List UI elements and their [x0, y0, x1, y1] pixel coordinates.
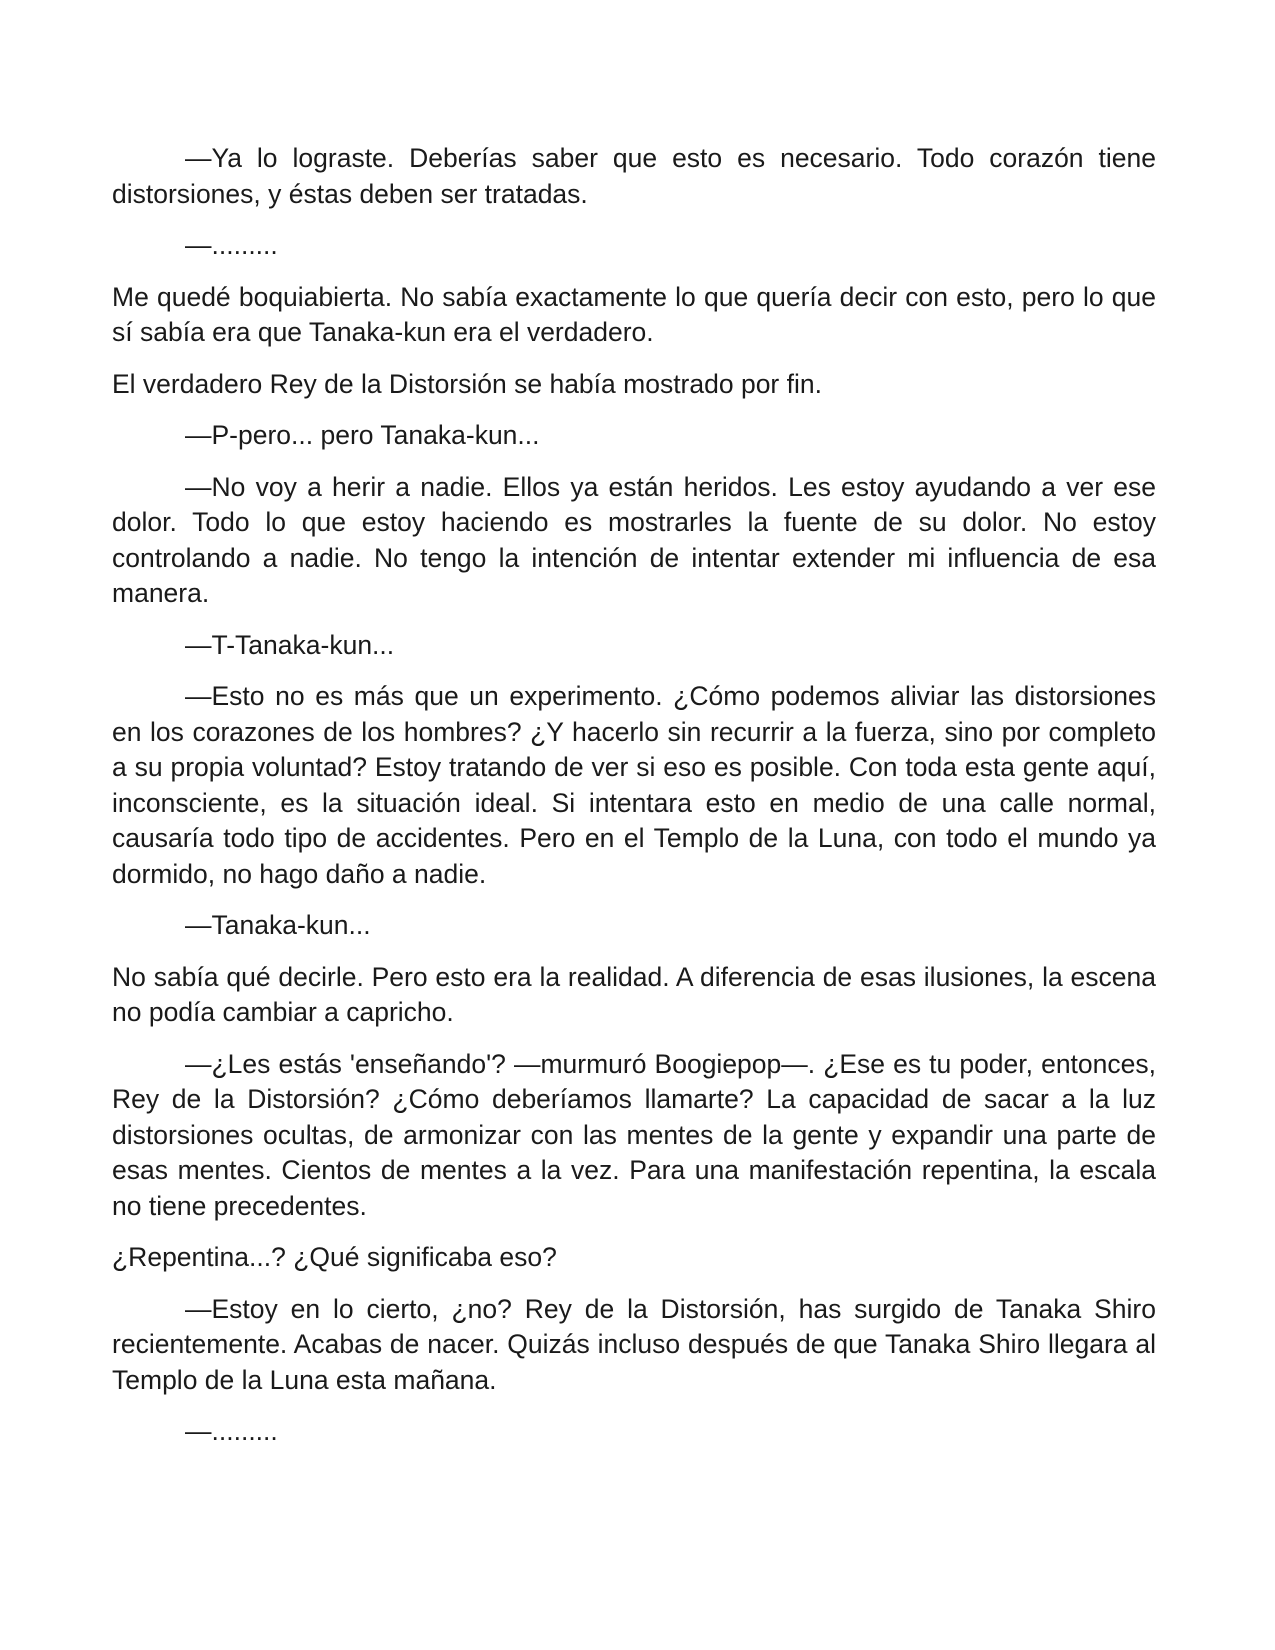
paragraph-5: —P-pero... pero Tanaka-kun...: [185, 420, 540, 450]
paragraph-7: —T-Tanaka-kun...: [185, 629, 395, 660]
paragraph-6: —No voy a herir a nadie. Ellos ya están heridos. Les estoy ayudando a ver ese dolor. Todo lo que estoy haciendo es mostrarles la fuente de su dolor. No estoy controlando a nadie. No tengo la intención de intentar extender mi influencia de esa manera.: [112, 471, 1156, 608]
paragraph-4: El verdadero Rey de la Distorsión se había mostrado por fin.: [112, 368, 822, 399]
paragraph-2: —.........: [185, 230, 278, 260]
paragraph-1: —Ya lo lograste. Deberías saber que esto es necesario. Todo corazón tiene distorsiones, y éstas deben ser tratadas.: [112, 143, 1156, 209]
paragraph-13: —Estoy en lo cierto, ¿no? Rey de la Distorsión, has surgido de Tanaka Shiro recientemente. Acabas de nacer. Quizás incluso después de que Tanaka Shiro llegara al Templo de la Luna esta mañana.: [112, 1293, 1156, 1395]
paragraph-11: —¿Les estás 'enseñando'? —murmuró Boogiepop—. ¿Ese es tu poder, entonces, Rey de la Distorsión? ¿Cómo deberíamos llamarte? La capacidad de sacar a la luz distorsiones ocultas, de armonizar con las mentes de la gente y expandir una parte de esas mentes. Cientos de mentes a la vez. Para una manifestación repentina, la escala no tiene precedentes.: [112, 1048, 1156, 1221]
paragraph-3: Me quedé boquiabierta. No sabía exactamente lo que quería decir con esto, pero lo que sí sabía era que Tanaka-kun era el verdadero.: [112, 281, 1156, 347]
document-page: [112, 141, 1156, 1466]
paragraph-8: —Esto no es más que un experimento. ¿Cómo podemos aliviar las distorsiones en los corazones de los hombres? ¿Y hacerlo sin recurrir a la fuerza, sino por completo a su propia voluntad? Estoy tratando de ver si eso es posible. Con toda esta gente aquí, inconsciente, es la situación ideal. Si intentara esto en medio de una calle normal, causaría todo tipo de accidentes. Pero en el Templo de la Luna, con todo el mundo ya dormido, no hago daño a nadie.: [112, 681, 1156, 889]
paragraph-14: —.........: [185, 1416, 278, 1446]
paragraph-10: No sabía qué decirle. Pero esto era la realidad. A diferencia de esas ilusiones, la escena no podía cambiar a capricho.: [112, 961, 1156, 1027]
paragraph-12: ¿Repentina...? ¿Qué significaba eso?: [112, 1242, 557, 1272]
paragraph-9: —Tanaka-kun...: [185, 910, 371, 940]
